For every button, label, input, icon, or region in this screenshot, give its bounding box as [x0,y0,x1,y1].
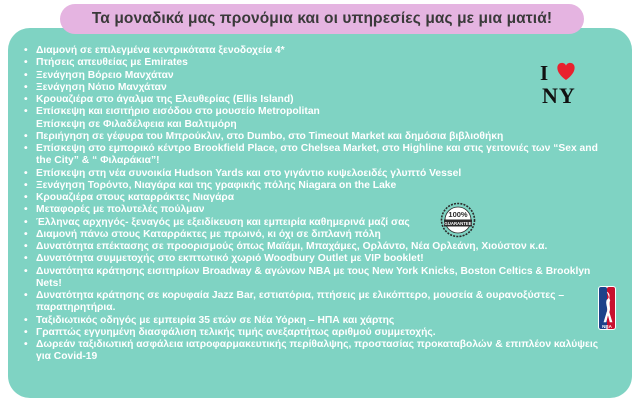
logo-letter-i: I [540,61,549,85]
guarantee-badge-icon [440,202,476,238]
list-item: • Δυνατότητα κράτησης εισιτηρίων Broadway & αγώνων NBA με τους New York Knicks, Boston Celtics & Brooklyn [22,266,612,278]
nba-logo [598,286,616,330]
list-item: • Πτήσεις απευθείας με Emirates [22,57,612,69]
list-item: • Διαμονή σε επιλεγμένα κεντρικότατα ξενοδοχεία 4* [22,45,612,57]
heart-icon [557,63,574,80]
list-item: • Ξενάγηση Βόρειο Μανχάταν [22,70,612,82]
list-item: • Περιήγηση σε γέφυρα του Μπρούκλιν, στο Dumbo, στο Timeout Market και δημόσια βιβλιοθήκη [22,131,612,143]
list-item-continuation: παρατηρητήρια. [36,302,116,314]
i-love-ny-logo [536,60,596,106]
logo-letters-ny: NY [542,83,576,106]
benefits-list [22,45,612,364]
banner-title-text: Τα μοναδικά μας προνόμια και οι υπηρεσίες μας με μια ματιά! [91,10,553,27]
list-item-continuation: the City” & “ Φιλαράκια”! [36,155,160,167]
badge-bottom-text: GUARANTEE [444,221,472,226]
list-item: • Διαμονή πάνω στους Καταρράκτες με πρωινό, κι όχι σε διπλανή πόλη [22,229,612,241]
badge-top-text: 100% [448,210,468,219]
list-item-continuation: Nets! [36,277,62,289]
list-item: • Επίσκεψη και εισιτήριο εισόδου στο μουσείο Metropolitan [22,106,612,118]
list-item: • Επίσκεψη στο εμπορικό κέντρο Brookfield Place, στο Chelsea Market, στο Highline και στις γειτονιές των “Sex and [22,143,612,155]
list-item: • Γραπτώς εγγυημένη διασφάλιση τελικής τιμής ανεξαρτήτως αριθμού συμμετοχής. [22,327,612,339]
list-item: • Δυνατότητα συμμετοχής στο εκπτωτικό χωριό Woodbury Outlet με VIP booklet! [22,253,612,265]
list-item: • Κρουαζιέρα στους καταρράκτες Νιαγάρα [22,192,612,204]
banner-title [60,4,584,34]
list-item: • Έλληνας αρχηγός- ξεναγός με εξειδίκευση και εμπειρία καθημερινά μαζί σας [22,217,612,229]
list-item: • Δυνατότητα επέκτασης σε προορισμούς όπως Μαϊάμι, Μπαχάμες, Ορλάντο, Νέα Ορλεάνη, Χιούστον κ.α. [22,241,612,253]
list-item-continuation: Επίσκεψη σε Φιλαδέλφεια και Βαλτιμόρη [36,118,237,130]
list-item: • Μεταφορές με πολυτελές πούλμαν [22,204,612,216]
list-item: • Κρουαζιέρα στο άγαλμα της Ελευθερίας (Ellis Island) [22,94,612,106]
list-item: • Ξενάγηση Τορόντο, Νιαγάρα και της γραφικής πόλης Niagara on the Lake [22,180,612,192]
list-item: • Ταξιδιωτικός οδηγός με εμπειρία 35 ετών σε Νέα Υόρκη – ΗΠΑ και χάρτης [22,315,612,327]
list-item-continuation: για Covid-19 [36,351,98,363]
nba-logo-text: NBA [602,324,612,329]
list-item: • Δυνατότητα κράτησης σε κορυφαία Jazz Bar, εστιατόρια, πτήσεις με ελικόπτερο, μουσεία & ουρανοξύστες – [22,290,612,302]
list-item: • Ξενάγηση Νότιο Μανχάταν [22,82,612,94]
list-item: • Επίσκεψη στη νέα συνοικία Hudson Yards και στο γιγάντιο κυψελοειδές γλυπτό Vessel [22,168,612,180]
list-item: • Δωρεάν ταξιδιωτική ασφάλεια ιατροφαρμακευτικής περίθαλψης, προστασίας προκαταβολών & επιπλέον καλύψεις [22,339,612,351]
